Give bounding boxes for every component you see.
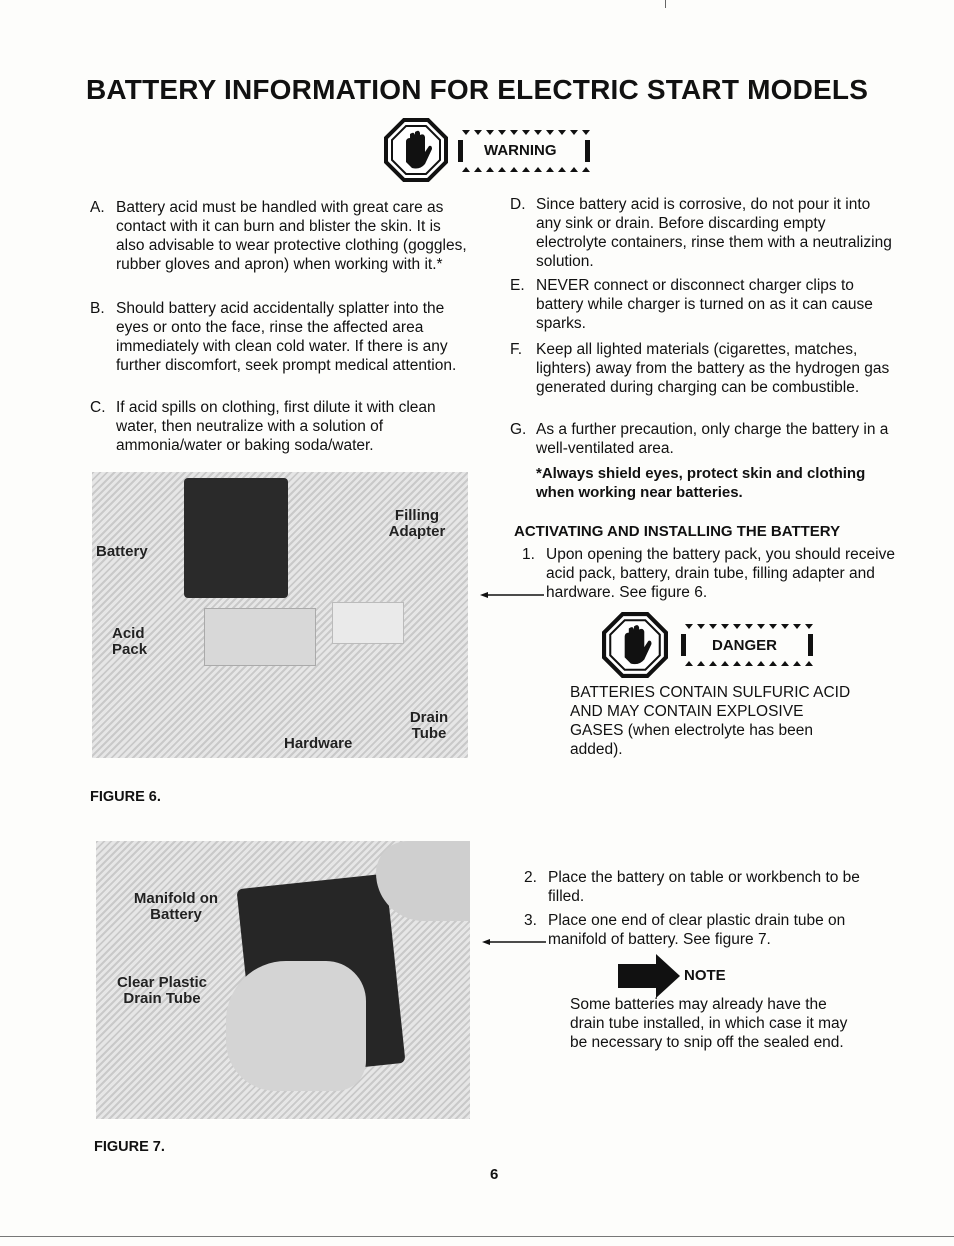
page-title: BATTERY INFORMATION FOR ELECTRIC START MODELS (86, 74, 869, 105)
label-hardware: Hardware (284, 735, 353, 752)
step-1: 1. Upon opening the battery pack, you should receive acid pack, battery, drain tube, filling adapter and hardware. See figure 6. (522, 546, 895, 601)
stop-hand-icon (384, 118, 448, 182)
top-tick (665, 0, 666, 8)
label-manifold: Manifold on Battery (133, 890, 219, 923)
list-item-e: E. NEVER connect or disconnect charger clips to battery while charger is turned on as it can cause sparks. (510, 277, 873, 332)
stop-hand-icon (602, 612, 668, 678)
battery-shape (184, 478, 288, 598)
label-drain-tube: Drain Tube (409, 709, 449, 742)
list-item-a: A. Battery acid must be handled with great care as contact with it can burn and blister the skin. It is also advisable to wear protective clothing (goggles, rubber gloves and apron) when working with it.* (90, 199, 467, 273)
warning-label: WARNING (484, 142, 557, 159)
acid-pack-shape (204, 608, 316, 666)
list-item-f: F. Keep all lighted materials (cigarettes, matches, lighters) away from the battery as the hydrogen gas generated during charging can be combustible. (510, 341, 890, 396)
section-heading: ACTIVATING AND INSTALLING THE BATTERY (514, 523, 841, 540)
danger-label: DANGER (712, 637, 778, 654)
arrow-left-icon (480, 590, 544, 600)
note-text: Some batteries may already have the drain tube installed, in which case it may be necessary to snip off the sealed end. (570, 996, 848, 1051)
danger-text: BATTERIES CONTAIN SULFURIC ACID AND MAY CONTAIN EXPLOSIVE GASES (when electrolyte has been added). (570, 684, 851, 758)
figure-7-caption: FIGURE 7. (94, 1139, 165, 1155)
note-label: NOTE (684, 967, 726, 984)
step-2: 2. Place the battery on table or workbench to be filled. (524, 869, 860, 905)
figure-6-caption: FIGURE 6. (90, 789, 161, 805)
hand-shape (226, 961, 366, 1091)
arrow-left-icon (482, 937, 546, 947)
label-filling-adapter: Filling Adapter (388, 507, 446, 540)
figure-7-photo (96, 841, 470, 1119)
arm-shape (376, 841, 470, 921)
label-battery: Battery (96, 543, 148, 560)
list-item-c: C. If acid spills on clothing, first dilute it with clean water, then neutralize with a solution of ammonia/water or baking soda/water. (90, 399, 436, 454)
adapter-shape (332, 602, 404, 644)
list-item-b: B. Should battery acid accidentally splatter into the eyes or onto the face, rinse the affected area immediately with clean cold water. If there is any further discomfort, seek prompt medical attention. (90, 300, 457, 374)
bottom-rule (0, 1236, 954, 1237)
list-item-d: D. Since battery acid is corrosive, do not pour it into any sink or drain. Before discarding empty electrolyte containers, rinse them with a neutralizing solution. (510, 196, 892, 270)
list-item-g: G. As a further precaution, only charge the battery in a well-ventilated area. (510, 421, 889, 457)
shield-note: *Always shield eyes, protect skin and clothing when working near batteries. (536, 465, 866, 501)
page-number: 6 (490, 1166, 499, 1183)
step-3: 3. Place one end of clear plastic drain tube on manifold of battery. See figure 7. (524, 912, 846, 948)
label-acid-pack: Acid Pack (112, 625, 148, 658)
note-arrow-icon (618, 954, 680, 998)
label-clear-plastic: Clear Plastic Drain Tube (116, 974, 208, 1007)
figure-6-photo (92, 472, 468, 758)
